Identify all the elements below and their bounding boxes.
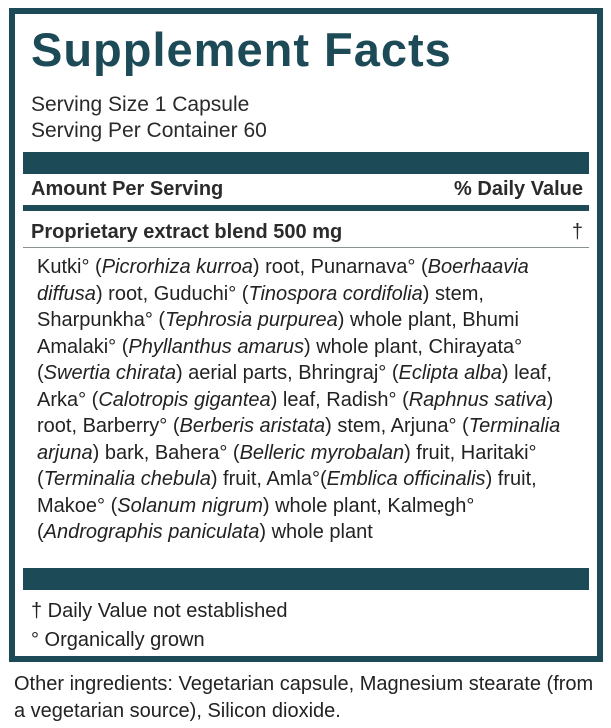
panel-title: Supplement Facts: [31, 23, 452, 76]
supplement-facts-panel: [9, 8, 603, 662]
ingredient-botanical-name: Raphnus sativa: [408, 388, 547, 411]
serving-size: Serving Size 1 Capsule: [31, 93, 250, 116]
ingredient-botanical-name: Emblica officinalis: [326, 468, 486, 490]
ingredient-text: ) root, Punarnava° (: [252, 256, 428, 278]
ingredient-text: ) fruit, Amla°(: [210, 468, 327, 490]
medium-divider: [23, 205, 589, 211]
ingredient-text: ) fruit, Haritaki° (: [37, 441, 537, 490]
ingredient-botanical-name: Calotropis gigantea: [98, 388, 271, 411]
ingredient-botanical-name: Terminalia arjuna: [37, 415, 561, 464]
footnote-daily-value: † Daily Value not established: [31, 600, 288, 622]
blend-dv-symbol: †: [571, 221, 583, 243]
ingredient-botanical-name: Tinospora cordifolia: [248, 282, 423, 305]
ingredient-text: Kutki° (: [37, 256, 102, 278]
thick-divider-bottom: [23, 568, 589, 590]
ingredient-text: ) stem, Sharpunkha° (: [37, 282, 484, 331]
ingredient-botanical-name: Tephrosia purpurea: [165, 309, 338, 331]
ingredient-botanical-name: Boerhaavia diffusa: [37, 256, 529, 305]
ingredient-text: ) leaf, Arka° (: [37, 362, 552, 411]
ingredient-text: ) stem, Arjuna° (: [325, 415, 469, 437]
ingredient-botanical-name: Swertia chirata: [43, 362, 176, 384]
ingredient-text: ) root, Guduchi° (: [95, 282, 249, 305]
blend-row: [31, 221, 583, 244]
ingredient-text: ) whole plant, Chirayata° (: [37, 335, 523, 384]
ingredient-botanical-name: Eclipta alba: [398, 362, 502, 384]
ingredient-text: ) bark, Bahera° (: [92, 441, 240, 464]
ingredient-botanical-name: Terminalia chebula: [43, 468, 211, 490]
servings-per-container: Serving Per Container 60: [31, 119, 267, 142]
blend-name: Proprietary extract blend 500 mg: [31, 221, 343, 243]
ingredient-text: ) whole plant: [259, 521, 373, 543]
hairline-left: [23, 247, 37, 248]
amount-header: Amount Per Serving: [31, 178, 224, 200]
ingredient-text: ) aerial parts, Bhringraj° (: [175, 362, 399, 384]
ingredient-text: ) fruit, Makoe° (: [37, 468, 537, 517]
ingredient-text: ) root, Barberry° (: [37, 388, 554, 437]
ingredient-text: ) leaf, Radish° (: [270, 388, 409, 411]
ingredient-botanical-name: Andrographis paniculata: [43, 521, 260, 543]
ingredient-list: [37, 254, 587, 546]
ingredient-botanical-name: Solanum nigrum: [117, 494, 263, 517]
other-ingredients: Other ingredients: Vegetarian capsule, Magnesium stearate (from a vegetarian source), Silicon dioxide.: [14, 673, 594, 722]
ingredient-botanical-name: Berberis aristata: [179, 415, 326, 437]
daily-value-header: % Daily Value: [454, 178, 583, 200]
amount-header-row: [31, 178, 583, 201]
ingredient-text: ) whole plant, Bhumi Amalaki° (: [37, 309, 519, 358]
ingredient-text: ) whole plant, Kalmegh° (: [37, 494, 475, 543]
hairline-blend: [37, 247, 589, 248]
footnote-organic: ° Organically grown: [31, 629, 205, 651]
ingredient-botanical-name: Belleric myrobalan: [239, 441, 405, 464]
ingredient-botanical-name: Phyllanthus amarus: [128, 335, 305, 358]
thick-divider-top: [23, 152, 589, 174]
ingredient-botanical-name: Picrorhiza kurroa: [101, 256, 253, 278]
